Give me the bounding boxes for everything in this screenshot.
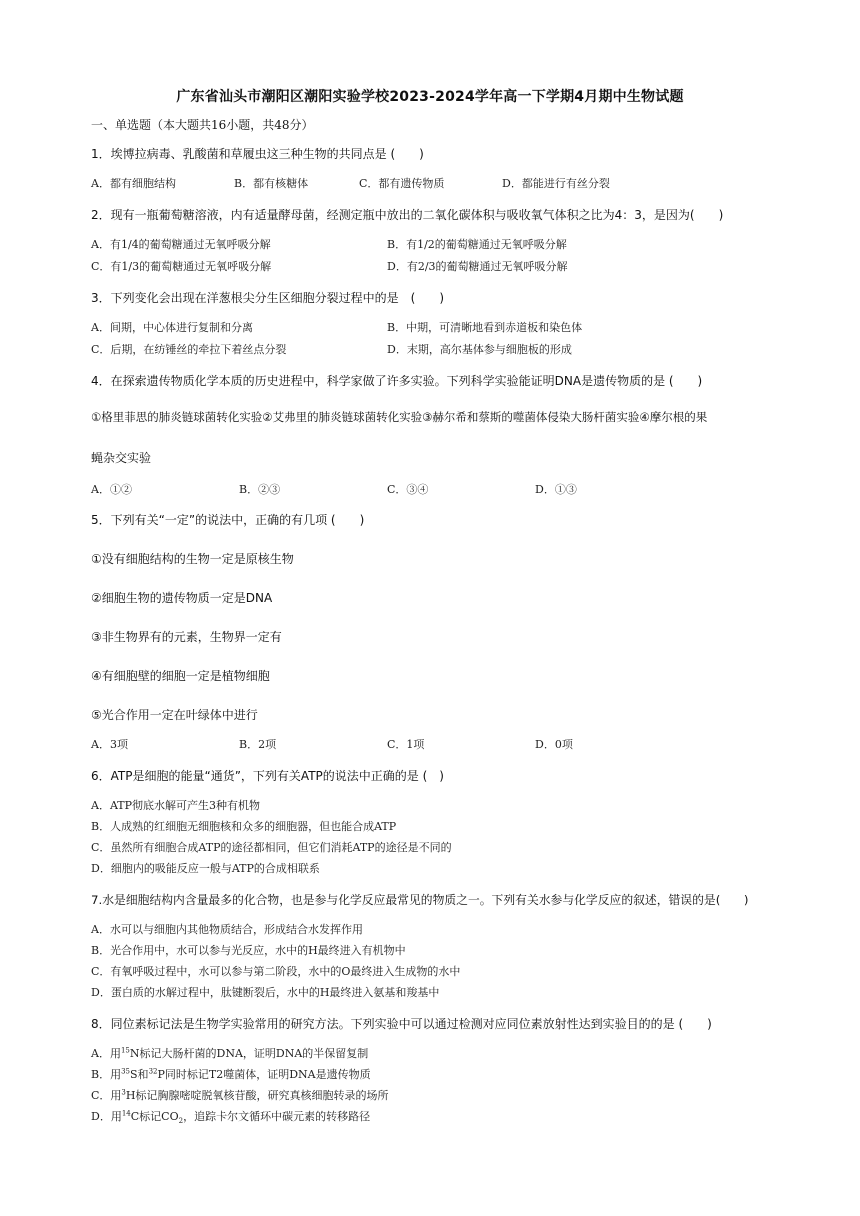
question-4-option-c: C．③④ [387, 483, 429, 496]
option-b-text: S和 [130, 1068, 149, 1081]
question-5-statement-3: ③非生物界有的元素，生物界一定有 [91, 630, 282, 644]
question-4-option-b: B．②③ [239, 483, 281, 496]
question-4-statement-line-2: 蝇杂交实验 [91, 451, 152, 465]
question-2-option-d: D．有2/3的葡萄糖通过无氧呼吸分解 [387, 260, 568, 273]
question-3-option-d: D．末期，高尔基体参与细胞板的形成 [387, 343, 572, 356]
question-1-option-c: C．都有遗传物质 [359, 177, 445, 190]
option-c-text: H标记胸腺嘧啶脱氧核苷酸，研究真核细胞转录的场所 [125, 1089, 389, 1102]
question-1-option-d: D．都能进行有丝分裂 [502, 177, 610, 190]
question-5-option-d: D．0项 [535, 738, 573, 751]
option-b-prefix: B．用 [91, 1068, 122, 1081]
subscript: 2 [178, 1117, 184, 1126]
question-1-option-b: B．都有核糖体 [234, 177, 309, 190]
option-b-text: P同时标记T2噬菌体，证明DNA是遗传物质 [157, 1068, 371, 1081]
question-2-option-c: C．有1/3的葡萄糖通过无氧呼吸分解 [91, 260, 272, 273]
question-6-option-a: A．ATP彻底水解可产生3种有机物 [91, 799, 261, 812]
question-3-option-c: C．后期，在纺锤丝的牵拉下着丝点分裂 [91, 343, 287, 356]
question-4-option-d: D．①③ [535, 483, 577, 496]
question-2-option-a: A．有1/4的葡萄糖通过无氧呼吸分解 [91, 238, 271, 251]
question-5-option-c: C．1项 [387, 738, 425, 751]
question-1-option-a: A．都有细胞结构 [91, 177, 176, 190]
question-2-option-b: B．有1/2的葡萄糖通过无氧呼吸分解 [387, 238, 567, 251]
question-6-stem: 6．ATP是细胞的能量“通货”，下列有关ATP的说法中正确的是 ( ) [91, 769, 444, 783]
question-8-option-a [91, 1045, 368, 1061]
question-8-option-c [91, 1087, 388, 1103]
option-a-text: N标记大肠杆菌的DNA，证明DNA的半保留复制 [129, 1047, 369, 1060]
question-8-option-d [91, 1108, 370, 1125]
question-7-option-d: D．蛋白质的水解过程中，肽键断裂后，水中的H最终进入氨基和羧基中 [91, 986, 440, 999]
question-5-statement-5: ⑤光合作用一定在叶绿体中进行 [91, 708, 258, 722]
question-5-option-b: B．2项 [239, 738, 277, 751]
question-8-option-b [91, 1066, 371, 1082]
isotope-mass-number: 15 [120, 1046, 130, 1055]
question-5-option-a: A．3项 [91, 738, 128, 751]
question-3-option-a: A．间期，中心体进行复制和分离 [91, 321, 253, 334]
option-c-prefix: C．用 [91, 1089, 122, 1102]
question-6-option-b: B．人成熟的红细胞无细胞核和众多的细胞器，但也能合成ATP [91, 820, 397, 833]
page-title: 广东省汕头市潮阳区潮阳实验学校2023-2024学年高一下学期4月期中生物试题 [176, 89, 684, 105]
question-1-stem: 1．埃博拉病毒、乳酸菌和草履虫这三种生物的共同点是 ( ) [91, 147, 424, 161]
isotope-mass-number: 32 [148, 1067, 158, 1076]
isotope-mass-number: 14 [121, 1109, 131, 1118]
question-5-statement-4: ④有细胞壁的细胞一定是植物细胞 [91, 669, 270, 683]
question-2-stem: 2．现有一瓶葡萄糖溶液，内有适量酵母菌，经测定瓶中放出的二氧化碳体积与吸收氧气体积之比为4：3，是因为( ) [91, 208, 724, 222]
question-6-option-c: C．虽然所有细胞合成ATP的途径都相同，但它们消耗ATP的途径是不同的 [91, 841, 452, 854]
question-6-option-d: D．细胞内的吸能反应一般与ATP的合成相联系 [91, 862, 320, 875]
section-heading: 一、单选题（本大题共16小题，共48分） [91, 118, 314, 132]
option-d-text: C标记CO [130, 1110, 179, 1123]
question-4-statement-line-1: ①格里菲思的肺炎链球菌转化实验②艾弗里的肺炎链球菌转化实验③赫尔希和蔡斯的噬菌体侵染大肠杆菌实验④摩尔根的果 [91, 410, 708, 424]
question-5-statement-1: ①没有细胞结构的生物一定是原核生物 [91, 552, 294, 566]
question-8-stem: 8．同位素标记法是生物学实验常用的研究方法。下列实验中可以通过检测对应同位素放射性达到实验目的的是 ( ) [91, 1017, 712, 1031]
question-5-stem: 5．下列有关“一定”的说法中，正确的有几项 ( ) [91, 513, 365, 527]
question-4-stem: 4．在探索遗传物质化学本质的历史进程中，科学家做了许多实验。下列科学实验能证明DNA是遗传物质的是 ( ) [91, 374, 703, 388]
question-3-stem: 3．下列变化会出现在洋葱根尖分生区细胞分裂过程中的是 ( ) [91, 291, 445, 305]
isotope-mass-number: 35 [121, 1067, 131, 1076]
option-a-prefix: A．用 [91, 1047, 121, 1060]
question-7-stem: 7.水是细胞结构内含量最多的化合物，也是参与化学反应最常见的物质之一。下列有关水参与化学反应的叙述，错误的是( ) [91, 893, 749, 907]
option-d-prefix: D．用 [91, 1110, 122, 1123]
question-7-option-a: A．水可以与细胞内其他物质结合，形成结合水发挥作用 [91, 923, 363, 936]
question-4-option-a: A．①② [91, 483, 132, 496]
question-7-option-c: C．有氧呼吸过程中，水可以参与第二阶段，水中的O最终进入生成物的水中 [91, 965, 461, 978]
question-3-option-b: B．中期，可清晰地看到赤道板和染色体 [387, 321, 583, 334]
question-7-option-b: B．光合作用中，水可以参与光反应，水中的H最终进入有机物中 [91, 944, 406, 957]
isotope-mass-number: 3 [121, 1088, 126, 1097]
option-d-text: ，追踪卡尔文循环中碳元素的转移路径 [183, 1110, 371, 1123]
question-5-statement-2: ②细胞生物的遗传物质一定是DNA [91, 591, 273, 605]
